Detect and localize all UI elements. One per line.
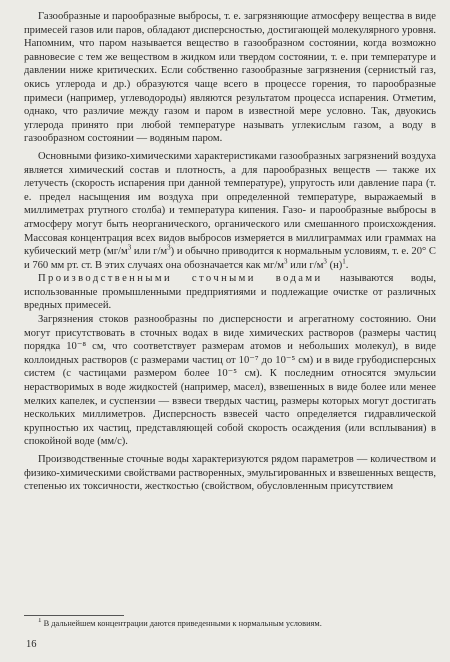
- footnote-reference: 1: [342, 257, 346, 266]
- paragraph-wastewater-definition: [24, 272, 436, 313]
- paragraph-text: ) и обычно приводится к нормальным условиям, т. е. 20° С и 760 мм рт. ст. В этих случаях она обозначается как мг/м: [24, 246, 436, 271]
- page-number: 16: [26, 639, 37, 650]
- paragraph-text: (н): [326, 259, 343, 271]
- footnote-marker: 1: [38, 618, 42, 625]
- paragraph-text: называются воды, использованные промышленными предприятиями и подлежащие очистке от различных вредных примесей.: [24, 273, 436, 312]
- paragraph-text: Основными физико-химическими характеристиками газообразных загрязнений воздуха является химический состав и плотность, а для парообразных веществ — также их летучесть (скорость испарения при данной температуре), упругость или давление пара (т. е. предел насыщения им воздуха при определенной температуре, выражаемый в миллиметрах ртутного столба) и температура кипения. Газо- и парообразные выбросы в атмосферу могут быть неорганического, органического или смешанного происхождения. Массовая концентрация всех видов выбросов измеряется в миллиграммах или граммах на кубический метр (мг/м: [24, 150, 436, 258]
- paragraph-wastewater-parameters: Производственные сточные воды характеризуются рядом параметров — количеством и физико-химическими свойствами растворенных, эмульгированных и взвешенных веществ, степенью их токсичности, жесткостью (свойством, обусловленным присутствием: [24, 454, 436, 493]
- superscript-cube: 3: [284, 257, 288, 266]
- superscript-cube: 3: [323, 257, 327, 266]
- paragraph-text: или г/м: [287, 259, 324, 271]
- paragraph-dispersity: Загрязнения стоков разнообразны по дисперсности и агрегатному состоянию. Они могут присутствовать в сточных водах в виде химических растворов (размеры частиц порядка 10⁻⁸ см, что соответствует размерам атомов и небольших молекул), в виде коллоидных растворов (с размерами частиц от 10⁻⁷ до 10⁻⁵ см) и в виде грубодисперсных систем (с частицами размером более 10⁻⁵ см). К последним относятся эмульсии нерастворимых в воде жидкостей (например, масел), взвешенных в виде более или менее мелких капелек, и суспензии — взвеси твердых частиц, размеры которых могут достигать нескольких миллиметров. Дисперсность взвесей часто определяется гидравлической крупностью их частиц, представляющей собой скорость осаждения (или всплывания) в спокойной воде (мм/с).: [24, 314, 436, 448]
- main-text: [24, 10, 436, 494]
- footnote-divider: [24, 615, 124, 616]
- paragraph-physicochemical-characteristics: [24, 150, 436, 272]
- paragraph-text: .: [345, 259, 349, 271]
- footnote-text: В дальнейшем концентрации даются приведенными к нормальным условиям.: [43, 619, 322, 628]
- superscript-cube: 3: [127, 243, 132, 252]
- paragraph-text: или г/м: [131, 246, 168, 258]
- footnote: [38, 618, 436, 629]
- superscript-cube: 3: [167, 243, 171, 252]
- defined-term: Производственными сточными водами: [38, 273, 323, 285]
- paragraph-gas-vapor-emissions: Газообразные и парообразные выбросы, т. е. загрязняющие атмосферу вещества в виде примесей газов или паров, обладают дисперсностью, достигающей молекулярного уровня. Напомним, что паром называется вещество в газообразном состоянии, когда возможно равновесие с тем же веществом в жидком или твердом состоянии, т. е. при температуре и давлении ниже критических. Если собственно газообразные загрязнения (сернистый газ, окись углерода и др.) образуются чаще всего в процессе горения, то парообразные примеси (например, углеводороды) являются результатом процесса испарения. Отметим, однако, что различие между газом и паром в известной мере условно. Так, двуокись углерода принято при любой температуре называть углекислым газом, а воду в газообразном состоянии — водяным паром.: [24, 11, 436, 145]
